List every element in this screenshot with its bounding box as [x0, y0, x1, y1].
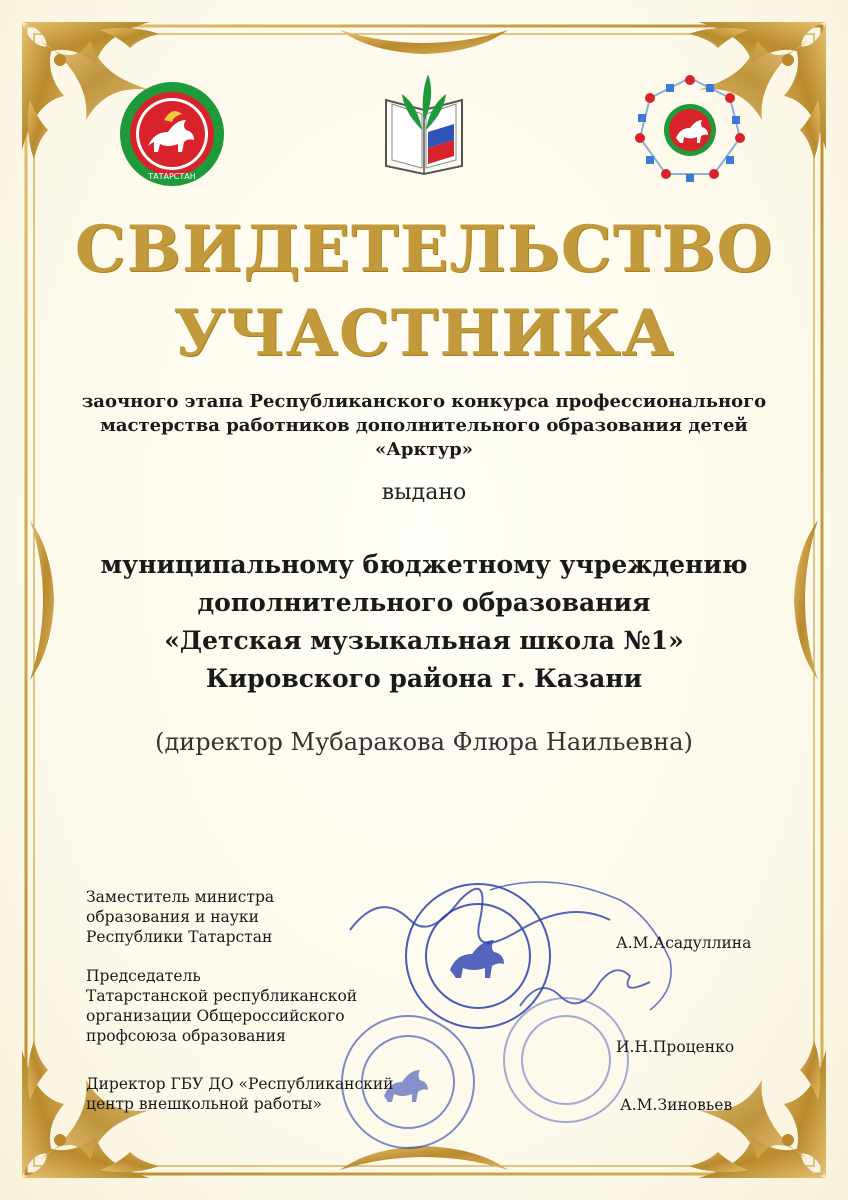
signatory-title-line: образования и науки — [86, 908, 259, 926]
official-stamps — [340, 860, 680, 1160]
director-name: (директор Мубаракова Флюра Наильевна) — [155, 728, 693, 756]
signatory-title-line: центр внешкольной работы» — [86, 1095, 322, 1113]
signatory-title-line: Татарстанской республиканской — [86, 987, 358, 1005]
signatory-block-2 — [86, 966, 357, 1046]
contest-description — [60, 390, 788, 462]
contest-line: мастерства работников дополнительного образования детей — [100, 415, 748, 436]
contest-line: заочного этапа Республиканского конкурса профессионального — [81, 391, 767, 412]
recipient-line: «Детская музыкальная школа №1» — [164, 626, 684, 655]
emblem-ring-text: ТАТАРСТАН — [148, 172, 196, 181]
contest-line: «Арктур» — [374, 439, 473, 460]
recipient-line: муниципальному бюджетному учреждению — [100, 550, 748, 579]
recipient-line: Кировского района г. Казани — [205, 664, 643, 693]
signatory-title-line: организации Общероссийского — [86, 1007, 345, 1025]
signatory-name-3: А.М.Зиновьев — [620, 1096, 733, 1114]
signatory-title-line: профсоюза образования — [86, 1027, 286, 1045]
signatory-title-line: Заместитель министра — [86, 888, 275, 906]
signatory-block-1 — [86, 887, 274, 947]
education-network-emblem-icon — [634, 74, 746, 186]
signatory-title-line: Республики Татарстан — [86, 928, 273, 946]
issued-label: выдано — [381, 480, 467, 505]
signatory-name-1: А.М.Асадуллина — [616, 934, 752, 952]
signatory-name-2: И.Н.Проценко — [616, 1038, 735, 1056]
trade-union-book-icon — [378, 70, 470, 180]
recipient-line: дополнительного образования — [197, 588, 651, 617]
signatory-block-3 — [86, 1074, 394, 1114]
tatarstan-emblem-icon — [118, 80, 226, 188]
certificate-title-line1: СВИДЕТЕЛЬСТВО — [74, 212, 774, 287]
signatory-title-line: Директор ГБУ ДО «Республиканский — [86, 1075, 394, 1093]
certificate-title-line2: УЧАСТНИКА — [173, 296, 675, 371]
recipient-organization — [40, 546, 808, 698]
signatory-title-line: Председатель — [86, 967, 201, 985]
